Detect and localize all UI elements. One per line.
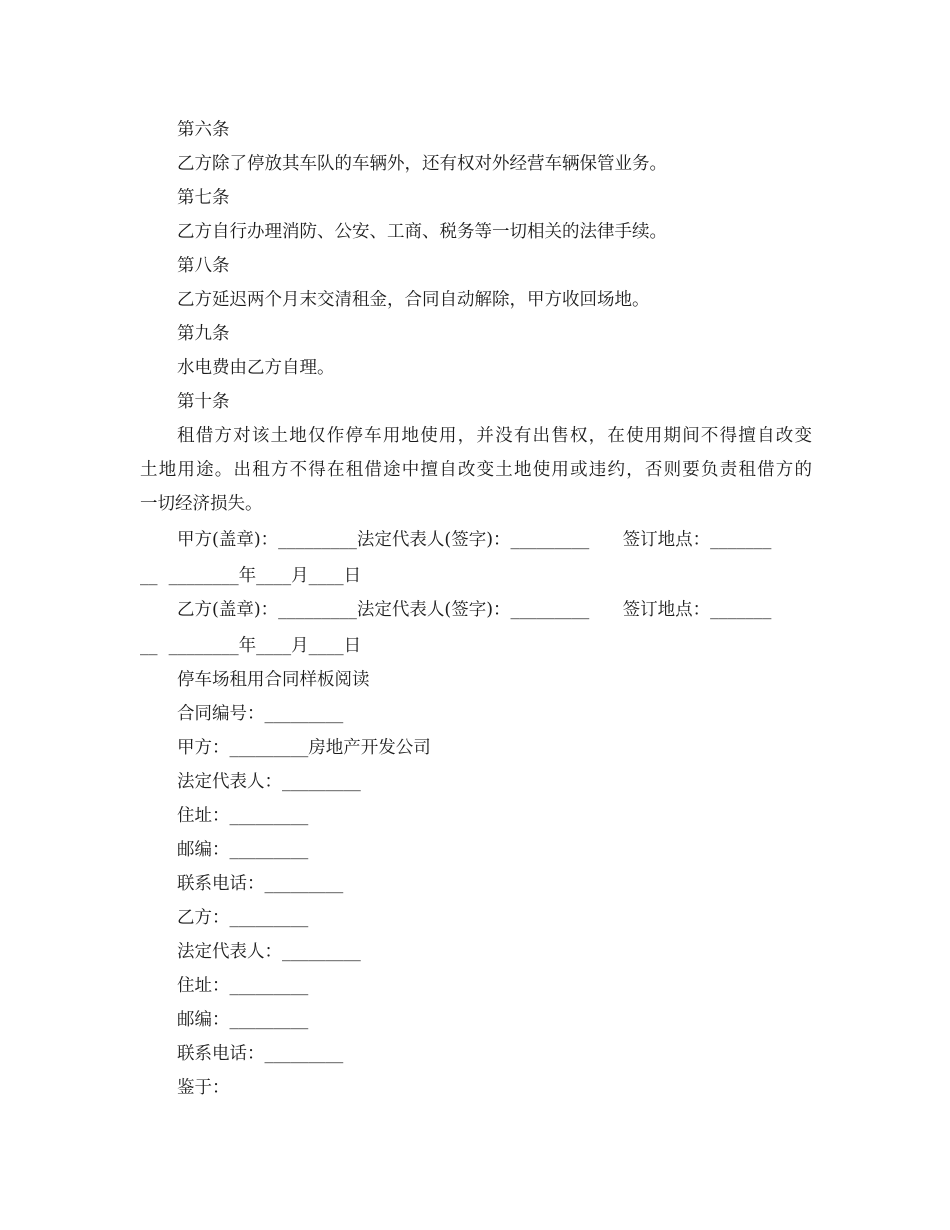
article-6-text: 乙方除了停放其车队的车辆外，还有权对外经营车辆保管业务。 bbox=[177, 154, 667, 174]
party-b-address-field: 住址：_________ bbox=[177, 976, 309, 996]
contract-sample-title: 停车场租用合同样板阅读 bbox=[177, 670, 370, 690]
party-a-signature-line: 甲方(盖章)：_________法定代表人(签字)：_________ 签订地点：_______ bbox=[177, 530, 772, 550]
article-10-text-line-3: 一切经济损失。 bbox=[140, 494, 263, 514]
party-a-date-line: __ ________年____月____日 bbox=[140, 566, 362, 586]
contract-number-field: 合同编号：_________ bbox=[177, 704, 344, 724]
article-9-heading: 第九条 bbox=[177, 324, 230, 344]
article-8-heading: 第八条 bbox=[177, 256, 230, 276]
party-b-date-line: __ ________年____月____日 bbox=[140, 636, 362, 656]
party-a-phone-field: 联系电话：_________ bbox=[177, 874, 344, 894]
whereas-clause: 鉴于： bbox=[177, 1078, 230, 1098]
article-7-heading: 第七条 bbox=[177, 188, 230, 208]
article-7-text: 乙方自行办理消防、公安、工商、税务等一切相关的法律手续。 bbox=[177, 222, 667, 242]
party-a-address-field: 住址：_________ bbox=[177, 806, 309, 826]
party-a-postcode-field: 邮编：_________ bbox=[177, 840, 309, 860]
party-b-signature-line: 乙方(盖章)：_________法定代表人(签字)：_________ 签订地点：_______ bbox=[177, 600, 772, 620]
article-10-text-line-1: 租借方对该土地仅作停车用地使用，并没有出售权，在使用期间不得擅自改变 bbox=[177, 426, 812, 446]
article-9-text: 水电费由乙方自理。 bbox=[177, 358, 335, 378]
party-b-legal-rep-field: 法定代表人：_________ bbox=[177, 942, 361, 962]
article-10-text-line-2: 土地用途。出租方不得在租借途中擅自改变土地使用或违约，否则要负责租借方的 bbox=[140, 460, 812, 480]
party-a-legal-rep-field: 法定代表人：_________ bbox=[177, 772, 361, 792]
party-b-phone-field: 联系电话：_________ bbox=[177, 1044, 344, 1064]
party-b-name-field: 乙方：_________ bbox=[177, 908, 309, 928]
party-a-name-field: 甲方：_________房地产开发公司 bbox=[177, 738, 431, 758]
article-6-heading: 第六条 bbox=[177, 120, 230, 140]
article-10-heading: 第十条 bbox=[177, 392, 230, 412]
party-b-postcode-field: 邮编：_________ bbox=[177, 1010, 309, 1030]
article-8-text: 乙方延迟两个月末交清租金，合同自动解除，甲方收回场地。 bbox=[177, 290, 650, 310]
